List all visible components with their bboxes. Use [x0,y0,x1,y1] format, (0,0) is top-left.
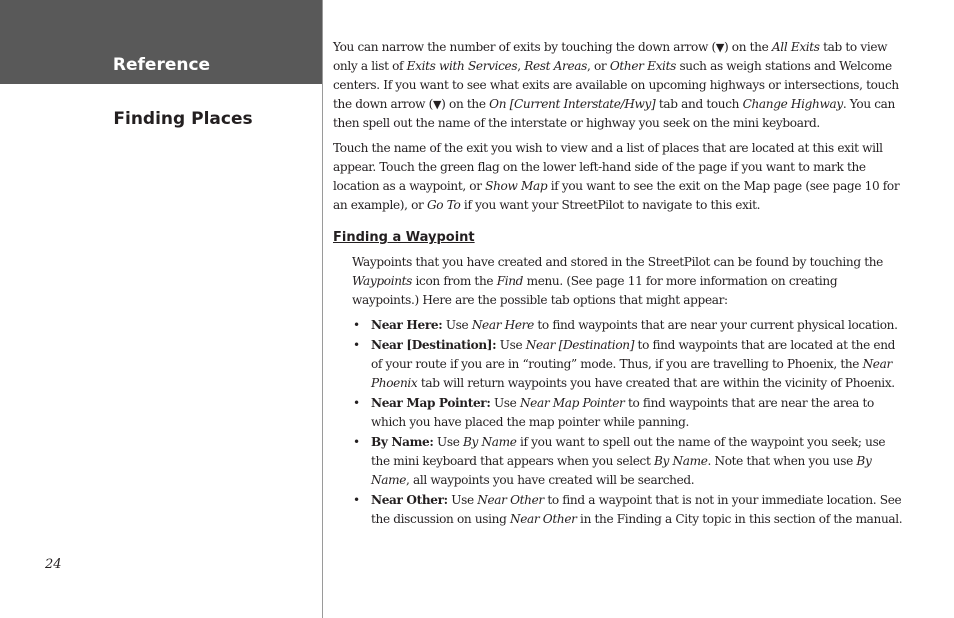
term: Near [Destination] [525,338,635,352]
text: such as weigh stations and Welcome centers. If you want to see what exits are available on upcoming highways or intersections, touch the down arrow ( [333,59,899,111]
text: Use [447,493,478,507]
term: Change Highway [742,97,843,111]
text: , [517,59,525,73]
text: to find waypoints that are near your current physical location. [533,318,898,332]
text: to find waypoints that are located at the end of your route if you are in “routing” mode. Thus, if you are travelling to Phoenix, the [371,338,896,371]
term: Rest Areas [524,59,587,73]
page-number: 24 [45,557,62,572]
term: Other Exits [609,59,676,73]
text: tab and touch [655,97,743,111]
side-heading: Finding Places [113,109,253,129]
term: Exits with Services [406,59,518,73]
item-label: Near Other: [371,493,448,507]
term: Near Map Pointer [519,396,625,410]
section-heading: Finding a Waypoint [333,230,475,245]
text: tab will return waypoints you have created that are within the vicinity of Phoenix. [417,376,895,390]
list-item [352,491,907,529]
sidebar-header-band [0,0,323,84]
text: . Note that when you use [707,454,857,468]
text: to find a waypoint that is not in your immediate location. See the discussion on using [371,493,902,526]
item-label: Near Here: [371,318,443,332]
term: By Name [463,435,517,449]
list-item [352,394,907,432]
column-divider [322,0,323,618]
term: Near Other [477,493,544,507]
item-label: Near Map Pointer: [371,396,491,410]
term: Find [496,274,524,288]
main-content [333,38,907,530]
item-label: By Name: [371,435,434,449]
item-label: Near [Destination]: [371,338,497,352]
term: Near Here [471,318,534,332]
list-item [352,433,907,490]
list-item [352,316,907,335]
text: if you want your StreetPilot to navigate to this exit. [460,198,761,212]
term: All Exits [771,40,820,54]
text: Use [496,338,526,352]
list-item [352,336,907,393]
text: tab to view only a list of [333,40,888,73]
text: , all waypoints you have created will be searched. [406,473,695,487]
text: , or [587,59,610,73]
text: ) on the [723,40,772,54]
text: You can narrow the number of exits by touching the down arrow ( [333,40,716,54]
term: On [Current Interstate/Hwy] [489,97,656,111]
down-arrow-icon: ▼ [715,41,724,54]
text: in the Finding a City topic in this section of the manual. [576,512,903,526]
text: if you want to see the exit on the Map page (see page 10 for an example), or [333,179,900,212]
text: Use [433,435,464,449]
text: Use [490,396,520,410]
paragraph-exit-details [333,139,907,215]
text: ) on the [441,97,490,111]
paragraph-exits [333,38,907,133]
term: Near Phoenix [371,357,892,390]
paragraph-waypoints [352,253,907,310]
term: Near Other [509,512,577,526]
text: Touch the name of the exit you wish to view and a list of places that are located at this exit will appear. Touch the green flag on the lower left-hand side of the page if you want to mark the location as a waypoint, or [333,141,883,193]
term: Waypoints [352,274,413,288]
term: By Name [371,454,872,487]
term: By Name [653,454,708,468]
term: Show Map [485,179,548,193]
section-title: Reference [112,55,211,75]
text: Use [442,318,472,332]
text: . You can then spell out the name of the interstate or highway you seek on the mini keyboard. [333,97,895,130]
down-arrow-icon: ▼ [433,98,442,111]
text: menu. (See page 11 for more information on creating waypoints.) Here are the possible tab options that might appear: [352,274,838,307]
waypoint-section [333,253,907,529]
text: Waypoints that you have created and stored in the StreetPilot can be found by touching the [352,255,883,269]
text: if you want to spell out the name of the waypoint you seek; use the mini keyboard that appears when you select [371,435,886,468]
text: to find waypoints that are near the area to which you have placed the map pointer while panning. [371,396,874,429]
term: Go To [426,198,461,212]
text: icon from the [412,274,497,288]
tab-options-list [352,316,907,529]
